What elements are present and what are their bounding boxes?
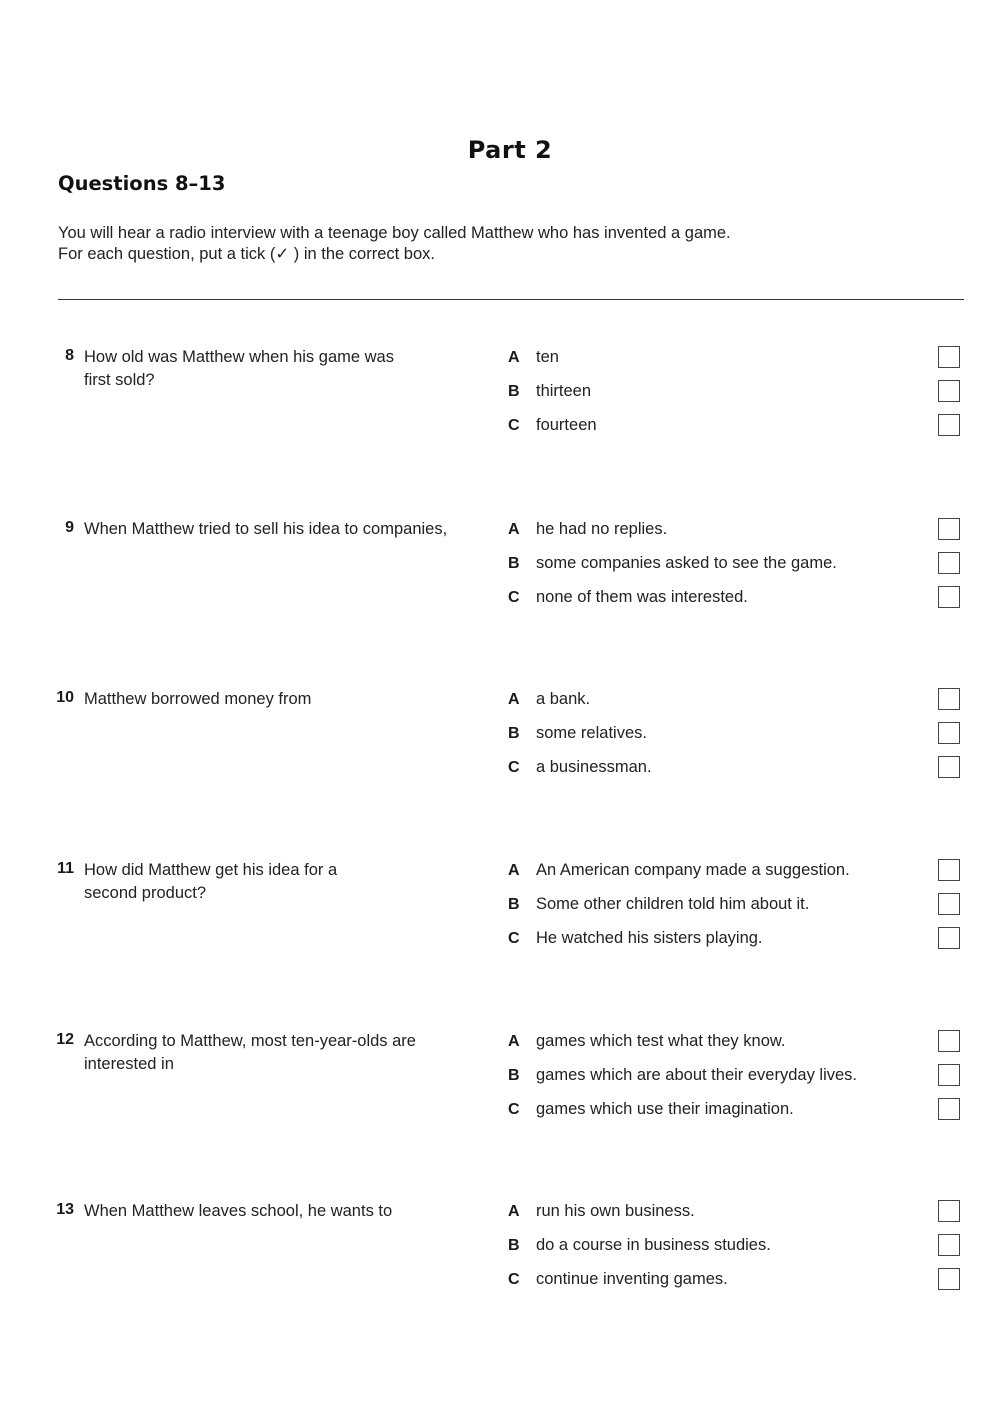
option-text: fourteen: [536, 416, 597, 434]
option-b: [500, 380, 970, 408]
option-letter: B: [508, 555, 520, 572]
option-text: he had no replies.: [536, 520, 668, 538]
tick-box[interactable]: [938, 1064, 960, 1086]
option-letter: A: [508, 1203, 520, 1220]
option-letter: A: [508, 1033, 520, 1050]
tick-box[interactable]: [938, 1200, 960, 1222]
tick-box[interactable]: [938, 1268, 960, 1290]
instructions-line: You will hear a radio interview with a teenage boy called Matthew who has invented a game.: [58, 224, 731, 242]
tick-box[interactable]: [938, 414, 960, 436]
option-text: ten: [536, 348, 559, 366]
divider: [58, 299, 964, 300]
question-text: Matthew borrowed money from: [84, 690, 312, 708]
question-11: [0, 859, 1000, 979]
instructions-line: For each question, put a tick (✓ ) in the correct box.: [58, 245, 435, 263]
question-12: [0, 1030, 1000, 1150]
question-9: [0, 518, 1000, 638]
option-letter: A: [508, 691, 520, 708]
tick-box[interactable]: [938, 1234, 960, 1256]
option-text: continue inventing games.: [536, 1270, 728, 1288]
tick-box[interactable]: [938, 380, 960, 402]
option-c: [500, 1268, 970, 1296]
tick-box[interactable]: [938, 722, 960, 744]
option-letter: C: [508, 589, 520, 606]
option-b: [500, 893, 970, 921]
option-letter: C: [508, 1271, 520, 1288]
question-number: 12: [56, 1031, 74, 1048]
part-title: Part 2: [467, 136, 553, 164]
option-a: [500, 1200, 970, 1228]
question-text: How did Matthew get his idea for a second product?: [84, 861, 338, 902]
option-letter: B: [508, 1067, 520, 1084]
tick-box[interactable]: [938, 893, 960, 915]
option-letter: A: [508, 349, 520, 366]
option-letter: C: [508, 1101, 520, 1118]
option-text: do a course in business studies.: [536, 1236, 771, 1254]
tick-box[interactable]: [938, 859, 960, 881]
option-letter: B: [508, 1237, 520, 1254]
option-a: [500, 518, 970, 546]
tick-box[interactable]: [938, 1030, 960, 1052]
option-b: [500, 1234, 970, 1262]
option-text: some relatives.: [536, 724, 647, 742]
tick-box[interactable]: [938, 688, 960, 710]
question-text: How old was Matthew when his game was first sold?: [84, 348, 394, 389]
option-a: [500, 859, 970, 887]
question-8: [0, 346, 1000, 466]
option-b: [500, 552, 970, 580]
option-letter: B: [508, 383, 520, 400]
option-text: An American company made a suggestion.: [536, 861, 850, 879]
option-c: [500, 756, 970, 784]
option-text: games which test what they know.: [536, 1032, 786, 1050]
option-text: a businessman.: [536, 758, 652, 776]
option-text: games which are about their everyday lives.: [536, 1066, 857, 1084]
question-number: 10: [56, 689, 74, 706]
option-text: He watched his sisters playing.: [536, 929, 763, 947]
section-heading: Questions 8–13: [58, 172, 226, 195]
option-text: run his own business.: [536, 1202, 695, 1220]
option-letter: B: [508, 725, 520, 742]
tick-box[interactable]: [938, 927, 960, 949]
tick-box[interactable]: [938, 756, 960, 778]
question-10: [0, 688, 1000, 808]
tick-box[interactable]: [938, 552, 960, 574]
question-number: 11: [57, 860, 74, 877]
option-letter: C: [508, 759, 520, 776]
option-letter: B: [508, 896, 520, 913]
question-13: [0, 1200, 1000, 1320]
option-a: [500, 1030, 970, 1058]
option-c: [500, 1098, 970, 1126]
option-b: [500, 1064, 970, 1092]
tick-box[interactable]: [938, 518, 960, 540]
option-text: none of them was interested.: [536, 588, 748, 606]
option-b: [500, 722, 970, 750]
question-number: 9: [65, 519, 74, 536]
option-c: [500, 586, 970, 614]
option-text: games which use their imagination.: [536, 1100, 794, 1118]
question-text: According to Matthew, most ten-year-olds are interested in: [84, 1032, 416, 1073]
option-text: thirteen: [536, 382, 592, 400]
instructions: [58, 223, 858, 265]
option-c: [500, 927, 970, 955]
question-number: 13: [56, 1201, 74, 1218]
option-letter: C: [508, 417, 520, 434]
option-a: [500, 688, 970, 716]
option-c: [500, 414, 970, 442]
option-text: a bank.: [536, 690, 591, 708]
question-text: When Matthew tried to sell his idea to companies,: [84, 520, 448, 538]
question-number: 8: [65, 347, 74, 364]
option-a: [500, 346, 970, 374]
tick-box[interactable]: [938, 346, 960, 368]
option-text: Some other children told him about it.: [536, 895, 810, 913]
option-text: some companies asked to see the game.: [536, 554, 837, 572]
tick-box[interactable]: [938, 586, 960, 608]
option-letter: A: [508, 862, 520, 879]
question-text: When Matthew leaves school, he wants to: [84, 1202, 393, 1220]
tick-box[interactable]: [938, 1098, 960, 1120]
option-letter: C: [508, 930, 520, 947]
option-letter: A: [508, 521, 520, 538]
